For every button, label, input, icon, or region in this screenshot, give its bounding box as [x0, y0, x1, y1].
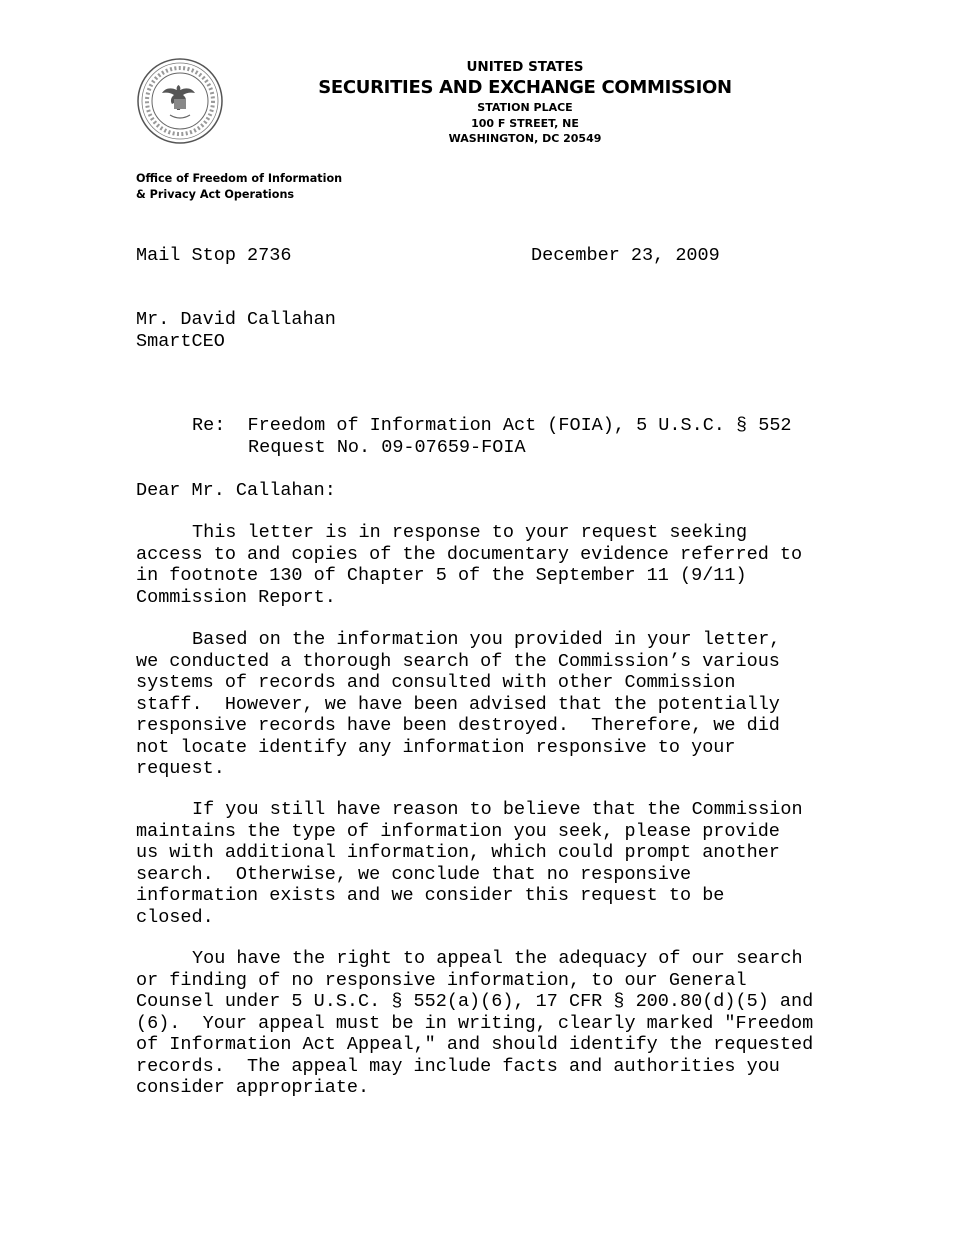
- paragraph-1: [136, 522, 802, 608]
- paragraph-line: Commission Report.: [136, 586, 336, 608]
- office-line-1: Office of Freedom of Information: [136, 172, 343, 185]
- mail-stop: Mail Stop 2736: [136, 245, 292, 266]
- letterhead: [290, 58, 760, 147]
- letter-date: December 23, 2009: [531, 245, 720, 266]
- paragraph-line: closed.: [136, 906, 214, 928]
- paragraph-line: Based on the information you provided in your letter,: [192, 629, 781, 650]
- re-label: Re:: [192, 415, 226, 436]
- paragraph-3: [136, 799, 803, 928]
- recipient-name: Mr. David Callahan: [136, 309, 336, 330]
- paragraph-line: maintains the type of information you seek, please provide: [136, 820, 780, 842]
- recipient-company: SmartCEO: [136, 330, 225, 352]
- paragraph-line: not locate identify any information responsive to your: [136, 736, 736, 758]
- paragraph-line: information exists and we consider this request to be: [136, 885, 725, 906]
- re-line-1: Freedom of Information Act (FOIA), 5 U.S.C. § 552: [247, 415, 792, 436]
- paragraph-line: staff. However, we have been advised that the potentially: [136, 693, 780, 715]
- re-line-2: Request No. 09-07659-FOIA: [248, 436, 526, 458]
- paragraph-line: or finding of no responsive information, to our General: [136, 969, 747, 991]
- sec-seal-icon: [136, 57, 224, 145]
- paragraph-line: You have the right to appeal the adequacy of our search: [192, 948, 803, 969]
- paragraph-line: search. Otherwise, we conclude that no responsive: [136, 863, 692, 885]
- paragraph-2: [136, 629, 780, 780]
- office-line-2: & Privacy Act Operations: [136, 187, 295, 201]
- letterhead-city: WASHINGTON, DC 20549: [448, 132, 602, 145]
- paragraph-line: records. The appeal may include facts and authorities you: [136, 1055, 780, 1077]
- recipient-address: [136, 309, 336, 352]
- paragraph-4: [136, 948, 813, 1099]
- paragraph-line: This letter is in response to your request seeking: [192, 522, 748, 543]
- paragraph-line: access to and copies of the documentary evidence referred to: [136, 543, 803, 565]
- letterhead-street: 100 F STREET, NE: [471, 116, 579, 130]
- paragraph-line: responsive records have been destroyed. Therefore, we did: [136, 715, 780, 736]
- paragraph-line: consider appropriate.: [136, 1077, 370, 1098]
- office-name: [136, 171, 342, 202]
- paragraph-line: (6). Your appeal must be in writing, clearly marked "Freedom: [136, 1012, 814, 1034]
- salutation: Dear Mr. Callahan:: [136, 480, 336, 501]
- paragraph-line: systems of records and consulted with other Commission: [136, 672, 736, 693]
- letterhead-building: STATION PLACE: [477, 101, 573, 114]
- paragraph-line: If you still have reason to believe that the Commission: [192, 799, 803, 820]
- letterhead-country: UNITED STATES: [466, 59, 584, 75]
- paragraph-line: in footnote 130 of Chapter 5 of the September 11 (9/11): [136, 565, 747, 586]
- paragraph-line: Counsel under 5 U.S.C. § 552(a)(6), 17 CFR § 200.80(d)(5) and: [136, 991, 814, 1012]
- paragraph-line: of Information Act Appeal," and should identify the requested: [136, 1034, 814, 1055]
- paragraph-line: us with additional information, which could prompt another: [136, 842, 780, 863]
- paragraph-line: request.: [136, 758, 225, 779]
- letterhead-agency: SECURITIES AND EXCHANGE COMMISSION: [318, 77, 732, 98]
- subject-reference: [192, 415, 792, 458]
- paragraph-line: we conducted a thorough search of the Commission’s various: [136, 650, 780, 672]
